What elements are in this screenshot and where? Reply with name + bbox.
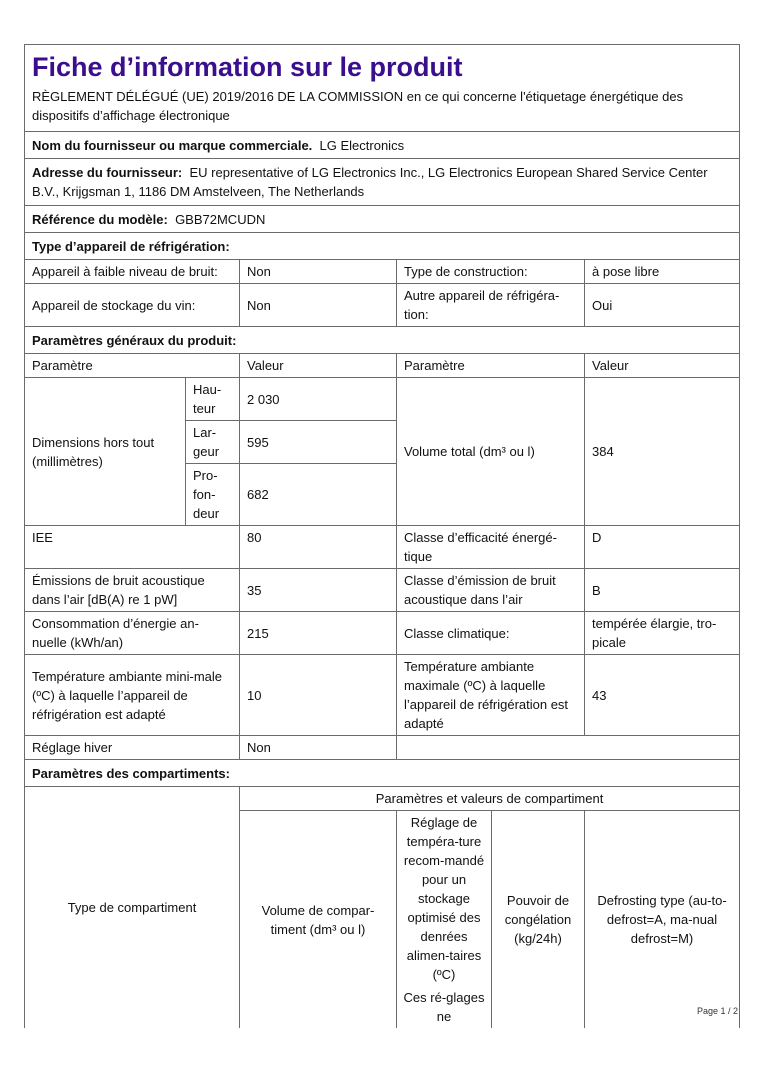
- energy-consumption-label: Consommation d’énergie an-nuelle (kWh/an): [25, 612, 240, 655]
- appliance-type-row: [25, 260, 740, 284]
- supplier-label: Nom du fournisseur ou marque commerciale.: [32, 137, 313, 153]
- appliance-type-heading-row: [25, 233, 740, 260]
- climate-class-label: Classe climatique:: [397, 612, 585, 655]
- dimension-row: [25, 378, 740, 421]
- appliance-type-heading: Type d’appareil de réfrigération:: [32, 238, 230, 254]
- freezing-capacity-header: Pouvoir de congélation (kg/24h): [492, 811, 585, 1029]
- general-heading-row: [25, 327, 740, 354]
- compartment-group-header: Paramètres et valeurs de compartiment: [240, 787, 740, 811]
- empty-cell: [397, 736, 740, 760]
- total-volume-label: Volume total (dm³ ou l): [397, 378, 585, 526]
- address-label: Adresse du fournisseur:: [32, 165, 183, 180]
- min-temp-value: 10: [240, 655, 397, 736]
- page-title: Fiche d’information sur le produit: [32, 52, 463, 82]
- recommended-temp-text: Réglage de tempéra-ture recom-mandé pour un stockage optimisé des denrées alimen-taires (ºC): [403, 815, 485, 982]
- general-row: [25, 655, 740, 736]
- info-table: [24, 44, 740, 1028]
- compartments-heading-row: [25, 760, 740, 787]
- supplier-value: LG Electronics: [319, 137, 405, 153]
- noise-class-label: Classe d’émission de bruit acoustique dans l’air: [397, 569, 585, 612]
- low-noise-value: Non: [240, 260, 397, 284]
- header-row: [25, 45, 740, 132]
- total-volume-value: 384: [585, 378, 740, 526]
- wine-storage-value: Non: [240, 284, 397, 327]
- dimensions-label: Dimensions hors tout (millimètres): [25, 378, 186, 526]
- min-temp-label: Température ambiante mini-male (ºC) à laquelle l’appareil de réfrigération est adapté: [25, 655, 240, 736]
- model-row: [25, 206, 740, 233]
- height-label: Hau-teur: [186, 378, 240, 421]
- general-row: [25, 569, 740, 612]
- address-value: EU representative of LG Electronics Inc., LG Electronics European Shared Service Center B.V., Krijgsman 1, 1186 DM Amstelveen, The Netherlands: [32, 165, 708, 199]
- other-appliance-label: Autre appareil de réfrigéra-tion:: [397, 284, 585, 327]
- energy-class-value: D: [585, 526, 740, 569]
- wine-storage-label: Appareil de stockage du vin:: [25, 284, 240, 327]
- winter-setting-label: Réglage hiver: [25, 736, 240, 760]
- compartment-type-header: Type de compartiment: [25, 787, 240, 1029]
- compartments-heading: Paramètres des compartiments:: [32, 765, 230, 781]
- construction-type-label: Type de construction:: [397, 260, 585, 284]
- width-label: Lar-geur: [186, 421, 240, 464]
- height-value: 2 030: [240, 378, 397, 421]
- compartment-volume-header: Volume de compar-timent (dm³ ou l): [240, 811, 397, 1029]
- general-header-row: [25, 354, 740, 378]
- general-heading: Paramètres généraux du produit:: [32, 332, 237, 348]
- appliance-type-row: [25, 284, 740, 327]
- column-header: Paramètre: [25, 354, 240, 378]
- construction-type-value: à pose libre: [585, 260, 740, 284]
- column-header: Valeur: [585, 354, 740, 378]
- model-value: GBB72MCUDN: [175, 211, 266, 227]
- low-noise-label: Appareil à faible niveau de bruit:: [25, 260, 240, 284]
- width-value: 595: [240, 421, 397, 464]
- supplier-row: [25, 132, 740, 159]
- noise-emission-value: 35: [240, 569, 397, 612]
- iee-label: IEE: [25, 526, 240, 569]
- page-number: Page 1 / 2: [697, 1006, 739, 1016]
- depth-value: 682: [240, 464, 397, 526]
- other-appliance-value: Oui: [585, 284, 740, 327]
- winter-setting-value: Non: [240, 736, 397, 760]
- iee-value: 80: [240, 526, 397, 569]
- column-header: Valeur: [240, 354, 397, 378]
- general-row: [25, 526, 740, 569]
- product-information-sheet: [24, 44, 739, 1028]
- title-cell: [25, 45, 740, 132]
- column-header: Paramètre: [397, 354, 585, 378]
- winter-row: [25, 736, 740, 760]
- defrosting-type-header: Defrosting type (au-to-defrost=A, ma-nual defrost=M): [585, 811, 740, 1029]
- max-temp-label: Température ambiante maximale (ºC) à laquelle l’appareil de réfrigération est adapté: [397, 655, 585, 736]
- max-temp-value: 43: [585, 655, 740, 736]
- settings-note-text: Ces ré-glages ne: [403, 990, 485, 1024]
- energy-class-label: Classe d’efficacité énergé-tique: [397, 526, 585, 569]
- depth-label: Pro-fon-deur: [186, 464, 240, 526]
- climate-class-value: tempérée élargie, tro-picale: [585, 612, 740, 655]
- noise-class-value: B: [585, 569, 740, 612]
- address-row: [25, 159, 740, 206]
- general-row: [25, 612, 740, 655]
- energy-consumption-value: 215: [240, 612, 397, 655]
- noise-emission-label: Émissions de bruit acoustique dans l’air [dB(A) re 1 pW]: [25, 569, 240, 612]
- compartment-group-row: [25, 787, 740, 811]
- regulation-subtitle: RÈGLEMENT DÉLÉGUÉ (UE) 2019/2016 DE LA COMMISSION en ce qui concerne l'étiquetage énergétique des dispositifs d’affichage électronique: [32, 89, 684, 123]
- recommended-temp-header: [397, 811, 492, 1029]
- model-label: Référence du modèle:: [32, 211, 168, 227]
